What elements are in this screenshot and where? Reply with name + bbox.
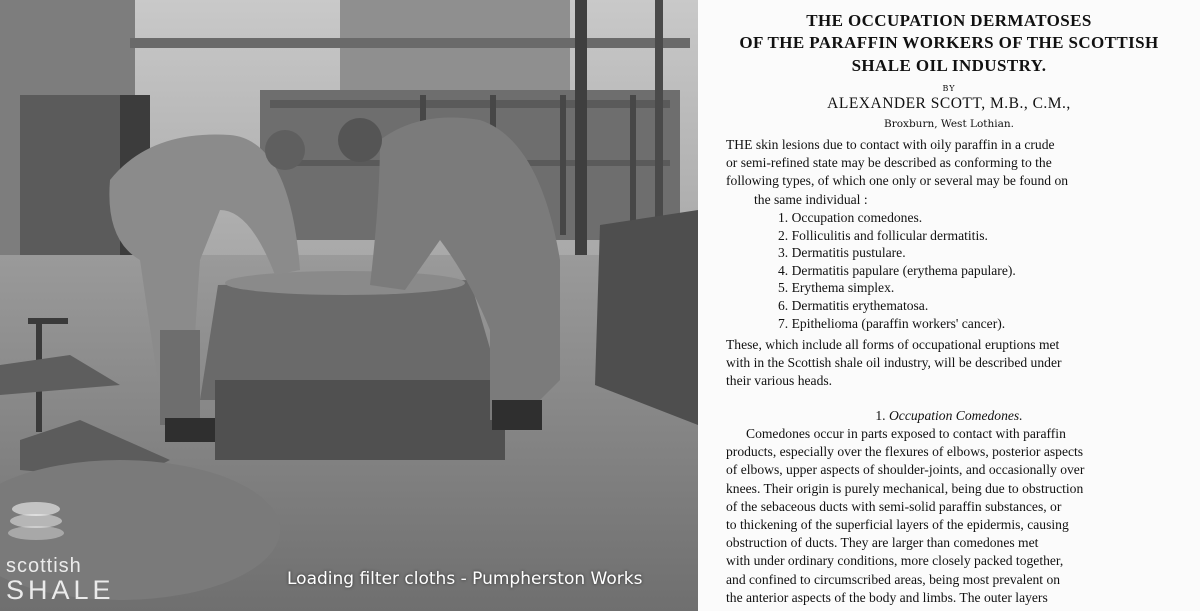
article-title-line-3: SHALE OIL INDUSTRY. <box>851 56 1047 75</box>
lesion-type-list <box>778 209 1178 332</box>
article-title-line-2: OF THE PARAFFIN WORKERS OF THE SCOTTISH <box>739 33 1159 52</box>
intro-line: the same individual : <box>754 191 868 207</box>
shale-layers-icon <box>6 497 66 547</box>
intro-paragraph <box>726 136 1194 209</box>
body-line: of the sebaceous ducts with semi-solid paraffin substances, or <box>726 498 1062 514</box>
body-line: and confined to circumscribed areas, being most prevalent on <box>726 571 1061 587</box>
body-line: the anterior aspects of the body and limbs. The outer layers <box>726 589 1048 605</box>
list-item: 2. Folliculitis and follicular dermatitis. <box>778 227 988 243</box>
list-item: 3. Dermatitis pustulare. <box>778 245 906 261</box>
photo-caption: Loading filter cloths - Pumpherston Works <box>287 569 643 589</box>
article-scan <box>698 0 1200 611</box>
body-line: Comedones occur in parts exposed to contact with paraffin <box>746 426 1066 441</box>
summary-line: with in the Scottish shale oil industry, will be described under <box>726 355 1062 371</box>
byline-label: BY <box>942 84 956 93</box>
body-paragraph <box>726 425 1194 607</box>
section-title: Occupation Comedones. <box>888 408 1023 423</box>
intro-line: THE skin lesions due to contact with oily paraffin in a crude <box>726 137 1055 152</box>
body-line: knees. Their origin is purely mechanical, being due to obstruction <box>726 480 1084 496</box>
body-line: products, especially over the flexures of elbows, posterior aspects <box>726 444 1084 460</box>
intro-line: or semi-refined state may be described as conforming to the <box>726 155 1052 171</box>
scottish-shale-logo <box>6 497 118 607</box>
summary-line: These, which include all forms of occupational eruptions met <box>726 337 1060 352</box>
section-number: 1. <box>875 408 886 423</box>
article-title-line-1: THE OCCUPATION DERMATOSES <box>806 11 1092 30</box>
author-name: ALEXANDER SCOTT, M.B., C.M., <box>827 95 1071 112</box>
list-item: 7. Epithelioma (paraffin workers' cancer). <box>778 315 1006 331</box>
body-line: with under ordinary conditions, more closely packed together, <box>726 553 1064 569</box>
body-line: obstruction of ducts. They are larger than comedones met <box>726 535 1039 551</box>
body-line: to thickening of the superficial layers of the epidermis, causing <box>726 517 1069 533</box>
intro-line: following types, of which one only or several may be found on <box>726 173 1069 189</box>
list-item: 4. Dermatitis papulare (erythema papulare). <box>778 262 1016 278</box>
list-item: 5. Erythema simplex. <box>778 280 895 296</box>
logo-text-shale: SHALE <box>6 575 115 605</box>
list-item: 1. Occupation comedones. <box>778 210 923 225</box>
logo-text-scottish: scottish <box>6 555 82 577</box>
list-item: 6. Dermatitis erythematosa. <box>778 297 929 313</box>
section-heading <box>698 408 1200 424</box>
summary-paragraph <box>726 336 1194 391</box>
body-line: of elbows, upper aspects of shoulder-joints, and occasionally over <box>726 462 1085 478</box>
summary-line: their various heads. <box>726 373 833 389</box>
author-location: Broxburn, West Lothian. <box>883 118 1014 130</box>
